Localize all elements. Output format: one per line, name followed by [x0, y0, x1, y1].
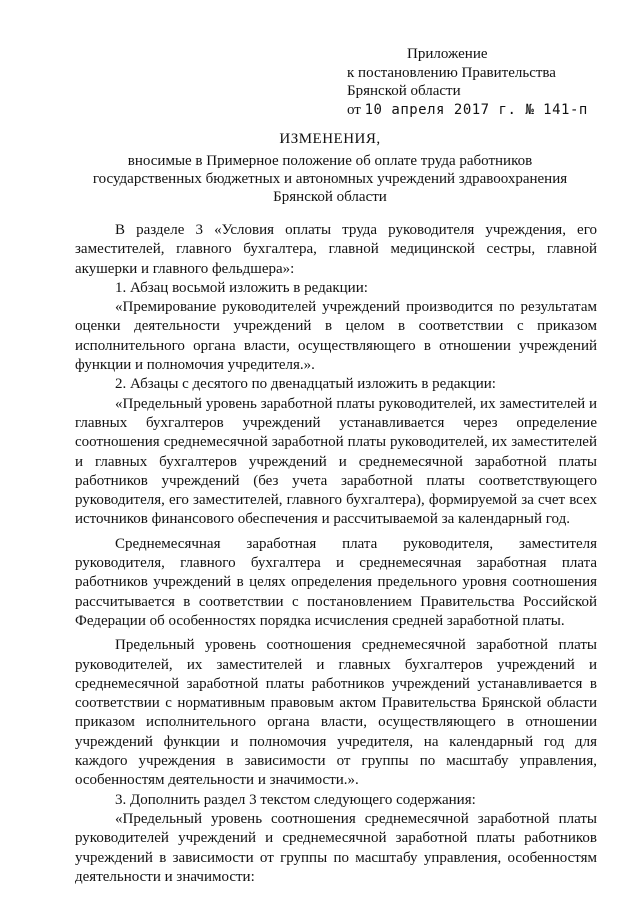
subtitle-line-2: государственных бюджетных и автономных учреждений здравоохранения [92, 171, 568, 187]
item-2-paragraph-3: Предельный уровень соотношения среднемесячной заработной платы руководителей, их заместителей и главных бухгалтеров учреждений и среднемесячной заработной платы работников учреждений устанавливается в соответствии с нормативным правовым актом Правительства Брянской области приказом исполнительного органа власти, осуществляющего в отношении учреждений функции и полномочия учредителя, на календарный год для каждого учреждения в зависимости от группы по масштабу управления, особенностям деятельности и значимости.». [75, 637, 597, 789]
item-3-heading: 3. Дополнить раздел 3 текстом следующего содержания: [115, 791, 476, 808]
subtitle-line-3: Брянской области [273, 189, 387, 205]
appendix-label: Приложение [407, 46, 488, 62]
subtitle-line-1: вносимые в Примерное положение об оплате труда работников [127, 153, 533, 169]
document-title: ИЗМЕНЕНИЯ, [279, 131, 381, 147]
appendix-region-line: Брянской области [347, 83, 461, 99]
date-prefix: от [347, 101, 361, 118]
item-3-text: «Предельный уровень соотношения среднемесячной заработной платы руководителей учреждений и среднемесячной заработной платы работников учреждений в зависимости от группы по масштабу управления, особенностям деятельности и значимости: [75, 810, 597, 885]
document-body [75, 221, 597, 887]
item-2-heading: 2. Абзацы с десятого по двенадцатый изложить в редакции: [115, 376, 496, 393]
handwritten-date-number: 10 апреля 2017 г. № 141-п [364, 101, 588, 118]
appendix-date-line [347, 101, 627, 120]
appendix-block [347, 45, 627, 119]
item-1-text: «Премирование руководителей учреждений производится по результатам оценки деятельности учреждений в целом в соответствии с приказом исполнительного органа власти, осуществляющего в отношении учреждений функции и полномочия учредителя.». [75, 299, 597, 374]
appendix-resolution-line: к постановлению Правительства [347, 64, 556, 81]
item-2-paragraph-2: Среднемесячная заработная плата руководителя, заместителя руководителя, главного бухгалтера и среднемесячная заработная плата работников учреждений в целях определения предельного уровня соотношения рассчитывается в соответствии с постановлением Правительства Российской Федерации об особенностях порядка исчисления средней заработной платы. [75, 535, 597, 629]
intro-paragraph: В разделе 3 «Условия оплаты труда руководителя учреждения, его заместителей, главного бухгалтера, главной медицинской сестры, главной акушерки и главного фельдшера»: [75, 222, 597, 277]
document-subtitle [60, 152, 600, 206]
item-1-heading: 1. Абзац восьмой изложить в редакции: [115, 279, 368, 296]
item-2-paragraph-1: «Предельный уровень заработной платы руководителей, их заместителей и главных бухгалтеров учреждений устанавливается через определение соотношения среднемесячной заработной платы руководителей, их заместителей и главных бухгалтеров учреждений и среднемесячной заработной платы работников учреждений (без учета заработной платы соответствующего руководителя, его заместителей, главного бухгалтера), формируемой за счет всех источников финансового обеспечения и рассчитываемой за календарный год. [75, 395, 597, 528]
